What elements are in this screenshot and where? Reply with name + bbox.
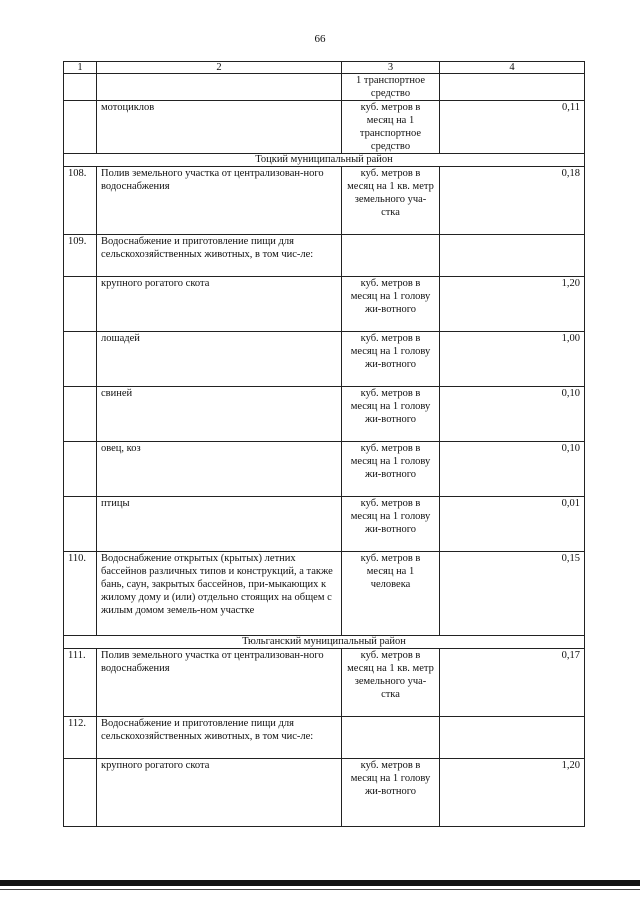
row-value: 0,17 <box>440 649 585 717</box>
column-header: 2 <box>97 62 342 74</box>
bottom-rule-thin <box>0 889 640 890</box>
row-unit: куб. метров в месяц на 1 голову жи-вотного <box>342 277 440 332</box>
row-name: мотоциклов <box>97 101 342 154</box>
row-name: свиней <box>97 387 342 442</box>
row-unit: куб. метров в месяц на 1 голову жи-вотного <box>342 497 440 552</box>
table-row <box>64 235 585 277</box>
column-header: 1 <box>64 62 97 74</box>
page-number: 66 <box>314 33 326 45</box>
row-unit: 1 транспортное средство <box>342 74 440 101</box>
row-unit <box>342 235 440 277</box>
row-unit: куб. метров в месяц на 1 кв. метр земельного уча-стка <box>342 167 440 235</box>
table-header-row <box>64 62 585 74</box>
table-row <box>64 552 585 636</box>
row-number: 111. <box>64 649 97 717</box>
row-unit: куб. метров в месяц на 1 голову жи-вотного <box>342 332 440 387</box>
row-number <box>64 101 97 154</box>
row-name: крупного рогатого скота <box>97 277 342 332</box>
row-name: овец, коз <box>97 442 342 497</box>
row-unit: куб. метров в месяц на 1 человека <box>342 552 440 636</box>
row-unit: куб. метров в месяц на 1 голову жи-вотного <box>342 442 440 497</box>
row-number: 110. <box>64 552 97 636</box>
row-value <box>440 235 585 277</box>
row-number <box>64 277 97 332</box>
row-number <box>64 497 97 552</box>
row-unit: куб. метров в месяц на 1 транспортное средство <box>342 101 440 154</box>
row-name: Полив земельного участка от централизован-ного водоснабжения <box>97 649 342 717</box>
table-row <box>64 442 585 497</box>
column-header: 3 <box>342 62 440 74</box>
row-name: Водоснабжение и приготовление пищи для сельскохозяйственных животных, в том чис-ле: <box>97 717 342 759</box>
district-title: Тоцкий муниципальный район <box>64 154 585 167</box>
row-value: 1,20 <box>440 277 585 332</box>
table-row <box>64 759 585 827</box>
row-number <box>64 759 97 827</box>
row-number <box>64 387 97 442</box>
table-row <box>64 167 585 235</box>
row-name: Полив земельного участка от централизован-ного водоснабжения <box>97 167 342 235</box>
row-number <box>64 74 97 101</box>
table-row <box>64 101 585 154</box>
row-value: 1,00 <box>440 332 585 387</box>
row-number <box>64 442 97 497</box>
row-name: птицы <box>97 497 342 552</box>
row-name: лошадей <box>97 332 342 387</box>
row-unit: куб. метров в месяц на 1 голову жи-вотного <box>342 759 440 827</box>
row-value <box>440 74 585 101</box>
row-number <box>64 332 97 387</box>
district-row <box>64 154 585 167</box>
row-unit <box>342 717 440 759</box>
row-name <box>97 74 342 101</box>
row-value: 0,10 <box>440 387 585 442</box>
bottom-rule <box>0 880 640 886</box>
row-value: 0,18 <box>440 167 585 235</box>
norms-table <box>63 61 585 827</box>
district-title: Тюльганский муниципальный район <box>64 636 585 649</box>
table-row <box>64 332 585 387</box>
table-row <box>64 277 585 332</box>
row-value <box>440 717 585 759</box>
table-row <box>64 649 585 717</box>
row-number: 109. <box>64 235 97 277</box>
table-row <box>64 74 585 101</box>
table-row <box>64 717 585 759</box>
row-name: Водоснабжение открытых (крытых) летних бассейнов различных типов и конструкций, а также бань, саун, закрытых бассейнов, при-мыкающих к жилому дому и (или) отдельно стоящих на общем с жилым домом земель-ном участке <box>97 552 342 636</box>
row-value: 1,20 <box>440 759 585 827</box>
row-unit: куб. метров в месяц на 1 кв. метр земельного уча-стка <box>342 649 440 717</box>
row-number: 112. <box>64 717 97 759</box>
district-row <box>64 636 585 649</box>
table-row <box>64 387 585 442</box>
row-name: крупного рогатого скота <box>97 759 342 827</box>
row-value: 0,10 <box>440 442 585 497</box>
row-value: 0,01 <box>440 497 585 552</box>
row-number: 108. <box>64 167 97 235</box>
row-unit: куб. метров в месяц на 1 голову жи-вотного <box>342 387 440 442</box>
row-name: Водоснабжение и приготовление пищи для сельскохозяйственных животных, в том чис-ле: <box>97 235 342 277</box>
table-row <box>64 497 585 552</box>
row-value: 0,11 <box>440 101 585 154</box>
row-value: 0,15 <box>440 552 585 636</box>
column-header: 4 <box>440 62 585 74</box>
